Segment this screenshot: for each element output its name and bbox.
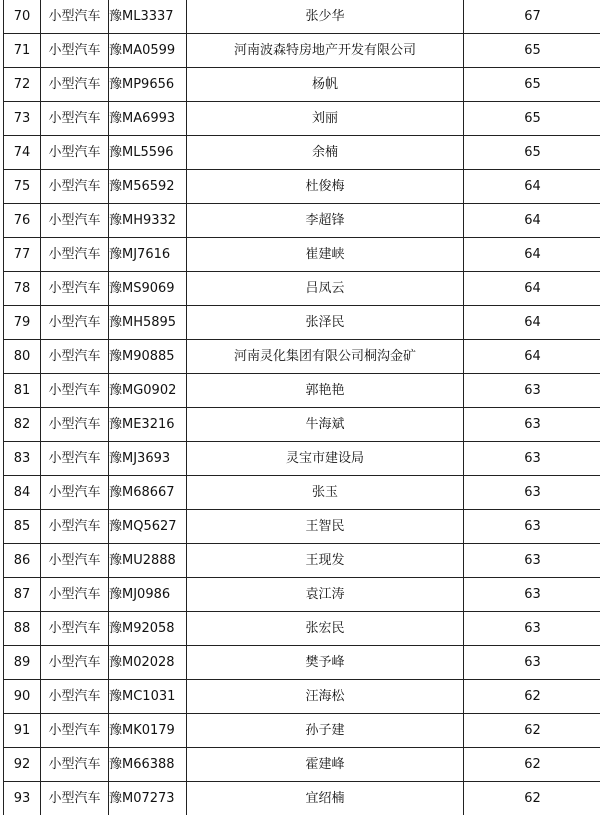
- row-number-cell: 93: [4, 782, 41, 815]
- plate-number-cell: 豫M90885: [109, 340, 187, 374]
- vehicle-type-cell: 小型汽车: [41, 136, 109, 170]
- vehicle-type-cell: 小型汽车: [41, 646, 109, 680]
- plate-number-cell: 豫M56592: [109, 170, 187, 204]
- row-number-cell: 83: [4, 442, 41, 476]
- score-cell: 64: [464, 238, 600, 272]
- row-number-cell: 89: [4, 646, 41, 680]
- score-cell: 67: [464, 0, 600, 34]
- table-body: [4, 0, 600, 815]
- score-cell: 63: [464, 578, 600, 612]
- vehicle-type-cell: 小型汽车: [41, 306, 109, 340]
- row-number-cell: 77: [4, 238, 41, 272]
- vehicle-type-cell: 小型汽车: [41, 544, 109, 578]
- vehicle-type-cell: 小型汽车: [41, 612, 109, 646]
- table-row: [4, 34, 600, 68]
- table-row: [4, 612, 600, 646]
- table-row: [4, 136, 600, 170]
- row-number-cell: 76: [4, 204, 41, 238]
- plate-number-cell: 豫ML3337: [109, 0, 187, 34]
- score-cell: 63: [464, 476, 600, 510]
- vehicle-type-cell: 小型汽车: [41, 34, 109, 68]
- score-cell: 62: [464, 680, 600, 714]
- owner-name-cell: 樊予峰: [187, 646, 464, 680]
- owner-name-cell: 宜绍楠: [187, 782, 464, 815]
- vehicle-type-cell: 小型汽车: [41, 102, 109, 136]
- plate-number-cell: 豫MP9656: [109, 68, 187, 102]
- table-row: [4, 544, 600, 578]
- table-row: [4, 646, 600, 680]
- table-row: [4, 578, 600, 612]
- row-number-cell: 86: [4, 544, 41, 578]
- score-cell: 62: [464, 782, 600, 815]
- row-number-cell: 92: [4, 748, 41, 782]
- table-row: [4, 306, 600, 340]
- plate-number-cell: 豫MS9069: [109, 272, 187, 306]
- plate-number-cell: 豫MQ5627: [109, 510, 187, 544]
- owner-name-cell: 袁江涛: [187, 578, 464, 612]
- table-row: [4, 340, 600, 374]
- owner-name-cell: 王现发: [187, 544, 464, 578]
- score-cell: 64: [464, 272, 600, 306]
- plate-number-cell: 豫M92058: [109, 612, 187, 646]
- row-number-cell: 78: [4, 272, 41, 306]
- score-cell: 63: [464, 612, 600, 646]
- vehicle-type-cell: 小型汽车: [41, 340, 109, 374]
- row-number-cell: 82: [4, 408, 41, 442]
- score-cell: 65: [464, 68, 600, 102]
- row-number-cell: 74: [4, 136, 41, 170]
- owner-name-cell: 河南波森特房地产开发有限公司: [187, 34, 464, 68]
- plate-number-cell: 豫M66388: [109, 748, 187, 782]
- owner-name-cell: 张玉: [187, 476, 464, 510]
- plate-number-cell: 豫MG0902: [109, 374, 187, 408]
- table-row: [4, 238, 600, 272]
- plate-number-cell: 豫ME3216: [109, 408, 187, 442]
- table-row: [4, 374, 600, 408]
- vehicle-type-cell: 小型汽车: [41, 578, 109, 612]
- vehicle-type-cell: 小型汽车: [41, 0, 109, 34]
- table-row: [4, 476, 600, 510]
- owner-name-cell: 张宏民: [187, 612, 464, 646]
- table-row: [4, 510, 600, 544]
- score-cell: 63: [464, 442, 600, 476]
- owner-name-cell: 吕凤云: [187, 272, 464, 306]
- table-row: [4, 102, 600, 136]
- vehicle-type-cell: 小型汽车: [41, 680, 109, 714]
- vehicle-type-cell: 小型汽车: [41, 748, 109, 782]
- row-number-cell: 85: [4, 510, 41, 544]
- score-cell: 63: [464, 374, 600, 408]
- plate-number-cell: 豫MJ7616: [109, 238, 187, 272]
- score-cell: 64: [464, 306, 600, 340]
- row-number-cell: 80: [4, 340, 41, 374]
- vehicle-type-cell: 小型汽车: [41, 714, 109, 748]
- plate-number-cell: 豫MU2888: [109, 544, 187, 578]
- score-cell: 65: [464, 34, 600, 68]
- score-cell: 62: [464, 748, 600, 782]
- owner-name-cell: 郭艳艳: [187, 374, 464, 408]
- vehicle-type-cell: 小型汽车: [41, 476, 109, 510]
- row-number-cell: 71: [4, 34, 41, 68]
- score-cell: 63: [464, 544, 600, 578]
- plate-number-cell: 豫MJ0986: [109, 578, 187, 612]
- score-cell: 64: [464, 340, 600, 374]
- vehicle-type-cell: 小型汽车: [41, 510, 109, 544]
- plate-number-cell: 豫MC1031: [109, 680, 187, 714]
- score-cell: 62: [464, 714, 600, 748]
- owner-name-cell: 汪海松: [187, 680, 464, 714]
- owner-name-cell: 张少华: [187, 0, 464, 34]
- plate-number-cell: 豫M02028: [109, 646, 187, 680]
- owner-name-cell: 灵宝市建设局: [187, 442, 464, 476]
- row-number-cell: 87: [4, 578, 41, 612]
- plate-number-cell: 豫MA6993: [109, 102, 187, 136]
- owner-name-cell: 余楠: [187, 136, 464, 170]
- row-number-cell: 91: [4, 714, 41, 748]
- table-row: [4, 272, 600, 306]
- owner-name-cell: 河南灵化集团有限公司桐沟金矿: [187, 340, 464, 374]
- plate-number-cell: 豫ML5596: [109, 136, 187, 170]
- table-row: [4, 408, 600, 442]
- vehicle-type-cell: 小型汽车: [41, 272, 109, 306]
- vehicle-records-table: [3, 0, 600, 815]
- vehicle-type-cell: 小型汽车: [41, 68, 109, 102]
- table-row: [4, 170, 600, 204]
- plate-number-cell: 豫M68667: [109, 476, 187, 510]
- score-cell: 64: [464, 170, 600, 204]
- table-row: [4, 0, 600, 34]
- plate-number-cell: 豫MH9332: [109, 204, 187, 238]
- plate-number-cell: 豫MH5895: [109, 306, 187, 340]
- score-cell: 65: [464, 136, 600, 170]
- row-number-cell: 84: [4, 476, 41, 510]
- vehicle-type-cell: 小型汽车: [41, 170, 109, 204]
- vehicle-type-cell: 小型汽车: [41, 408, 109, 442]
- row-number-cell: 79: [4, 306, 41, 340]
- owner-name-cell: 张泽民: [187, 306, 464, 340]
- score-cell: 64: [464, 204, 600, 238]
- row-number-cell: 90: [4, 680, 41, 714]
- score-cell: 65: [464, 102, 600, 136]
- row-number-cell: 72: [4, 68, 41, 102]
- plate-number-cell: 豫MK0179: [109, 714, 187, 748]
- table-row: [4, 442, 600, 476]
- row-number-cell: 81: [4, 374, 41, 408]
- vehicle-type-cell: 小型汽车: [41, 374, 109, 408]
- table-row: [4, 714, 600, 748]
- row-number-cell: 70: [4, 0, 41, 34]
- owner-name-cell: 王智民: [187, 510, 464, 544]
- owner-name-cell: 李超锋: [187, 204, 464, 238]
- owner-name-cell: 刘丽: [187, 102, 464, 136]
- vehicle-type-cell: 小型汽车: [41, 782, 109, 815]
- plate-number-cell: 豫MJ3693: [109, 442, 187, 476]
- owner-name-cell: 崔建峡: [187, 238, 464, 272]
- table-row: [4, 204, 600, 238]
- owner-name-cell: 杜俊梅: [187, 170, 464, 204]
- plate-number-cell: 豫MA0599: [109, 34, 187, 68]
- owner-name-cell: 杨帆: [187, 68, 464, 102]
- vehicle-type-cell: 小型汽车: [41, 442, 109, 476]
- plate-number-cell: 豫M07273: [109, 782, 187, 815]
- vehicle-type-cell: 小型汽车: [41, 238, 109, 272]
- table-row: [4, 68, 600, 102]
- table-row: [4, 680, 600, 714]
- score-cell: 63: [464, 646, 600, 680]
- vehicle-type-cell: 小型汽车: [41, 204, 109, 238]
- owner-name-cell: 霍建峰: [187, 748, 464, 782]
- owner-name-cell: 牛海斌: [187, 408, 464, 442]
- row-number-cell: 75: [4, 170, 41, 204]
- score-cell: 63: [464, 510, 600, 544]
- table-row: [4, 782, 600, 815]
- score-cell: 63: [464, 408, 600, 442]
- row-number-cell: 73: [4, 102, 41, 136]
- row-number-cell: 88: [4, 612, 41, 646]
- table-row: [4, 748, 600, 782]
- owner-name-cell: 孙子建: [187, 714, 464, 748]
